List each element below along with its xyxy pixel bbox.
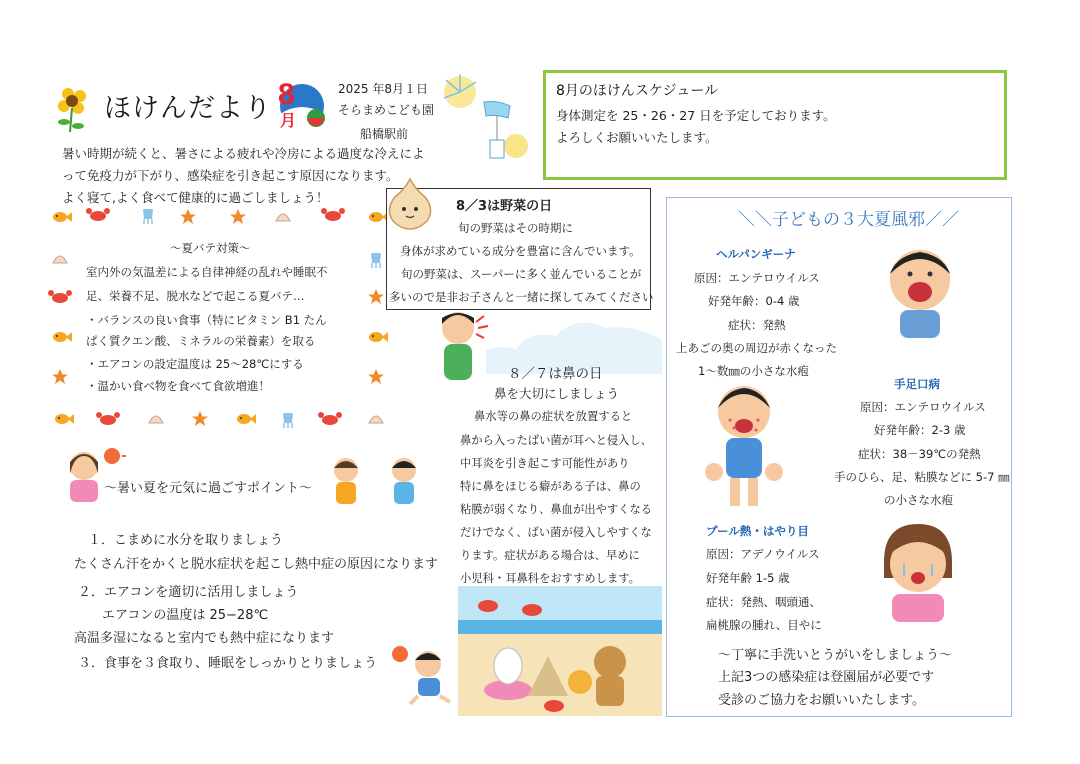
- badge-month: 8: [278, 78, 295, 111]
- hfmd-name: 手足口病: [894, 377, 940, 391]
- intro-line-3: よく寝て,よく食べて健康的に過ごしましょう！: [62, 190, 329, 205]
- nose-day-line-4: 特に鼻をほじる癖がある子は、鼻の: [460, 480, 641, 493]
- pool-fever-symptom: 症状：発熱、咽頭通、: [706, 595, 821, 609]
- summer-fatigue-line-3: ・バランスの良い食事（特にビタミン B1 たん: [86, 313, 327, 327]
- vegetable-day-title: 8／3は野菜の日: [456, 199, 553, 214]
- summer-point-2-detail: エアコンの温度は 25−28℃: [102, 608, 269, 623]
- nose-day-line-6: だけでなく、ばい菌が侵入しやすくな: [460, 526, 652, 539]
- nose-day-subtitle: 鼻を大切にしましょう: [494, 386, 620, 401]
- pool-fever-name: プール熱・はやり目: [706, 524, 809, 538]
- schedule-line-1: 身体測定を 25・26・27 日を予定しております。: [556, 108, 836, 123]
- summer-points-title: ～暑い夏を元気に過ごすポイント～: [104, 481, 313, 496]
- schedule-line-2: よろしくお願いいたします。: [556, 130, 718, 145]
- summer-fatigue-line-1: 室内外の気温差による自律神経の乱れや睡眠不: [86, 265, 328, 279]
- vegetable-day-line-3: 旬の野菜は、スーパーに多く並んでいることが: [401, 267, 642, 281]
- school-branch: 船橋駅前: [360, 127, 409, 141]
- herpangina-name: ヘルパンギーナ: [716, 247, 796, 261]
- summer-point-2-note: 高温多湿になると室内でも熱中症になります: [74, 631, 335, 646]
- summer-fatigue-line-4: ぱく質クエン酸、ミネラルの栄養素）を取る: [86, 334, 316, 348]
- pool-fever-detail: 扁桃腺の腫れ、目やに: [706, 618, 822, 632]
- badge-unit: 月: [280, 111, 297, 130]
- nose-day-line-3: 中耳炎を引き起こす可能性があり: [460, 457, 630, 470]
- ear-pain-boy-illustration: [430, 306, 490, 386]
- nose-day-line-1: 鼻水等の鼻の症状を放置すると: [474, 410, 633, 423]
- summer-cold-title: ＼＼子どもの３大夏風邪／／: [738, 210, 959, 230]
- herpangina-detail-2: 1～数㎜の小さな水疱: [698, 364, 809, 378]
- nose-day-line-7: ります。症状がある場合は、早めに: [460, 549, 640, 562]
- summer-fatigue-line-2: 足、栄養不足、脱水などで起こる夏バテ…: [86, 289, 305, 303]
- nose-day-line-5: 粘膜が弱くなり、鼻血が出やすくなる: [460, 503, 653, 516]
- vegetable-day-line-4: 多いので是非お子さんと一緒に探してみてください: [389, 290, 654, 304]
- sunflower-illustration: [54, 84, 96, 134]
- pool-fever-cause: 原因：アデノウイルス: [706, 547, 820, 561]
- pool-fever-age: 好発年齢 1-5 歳: [706, 571, 790, 585]
- summer-cold-footer-3: 受診のご協力をお願いいたします。: [718, 693, 925, 708]
- summer-fatigue-title: ～夏バテ対策～: [170, 241, 251, 255]
- schedule-title: 8月のほけんスケジュール: [556, 83, 719, 99]
- summer-point-1-detail: たくさん汗をかくと脱水症状を起こし熱中症の原因になります: [74, 557, 439, 572]
- summer-cold-footer-1: ～丁寧に手洗いとうがいをしましょう～: [718, 648, 953, 663]
- summer-cold-footer-2: 上記3つの感染症は登園届が必要です: [718, 670, 935, 685]
- herpangina-detail-1: 上あごの奥の周辺が赤くなった: [676, 341, 837, 355]
- summer-point-1: １．こまめに水分を取りましょう: [88, 533, 284, 548]
- herpangina-cause: 原因：エンテロウイルス: [694, 271, 820, 285]
- intro-line-2: って免疫力が下がり、感染症を引き起こす原因になります。: [62, 168, 399, 183]
- hfmd-detail-2: の小さな水疱: [884, 493, 953, 507]
- summer-fatigue-line-6: ・温かい食べ物を食べて食欲増進！: [86, 379, 270, 393]
- nose-day-title: ８／７は鼻の日: [508, 366, 603, 382]
- herpangina-age: 好発年齢：0-4 歳: [708, 294, 800, 308]
- page-title: ほけんだより: [104, 93, 272, 124]
- school-name: そらまめこども園: [338, 103, 435, 117]
- vegetable-day-line-1: 旬の野菜はその時期に: [458, 221, 573, 235]
- summer-fatigue-line-5: ・エアコンの設定温度は 25～28℃にする: [86, 357, 304, 371]
- hot-boy-illustration: [388, 642, 456, 706]
- nose-day-line-8: 小児科・耳鼻科をおすすめします。: [460, 572, 640, 585]
- vegetable-day-line-2: 身体が求めている成分を豊富に含んでいます。: [400, 244, 641, 258]
- wind-chime-illustration: [440, 72, 530, 162]
- month-badge: [272, 78, 330, 136]
- running-kids-illustration: [322, 454, 438, 518]
- hfmd-cause: 原因：エンテロウイルス: [860, 400, 986, 414]
- summer-point-2: ２．エアコンを適切に活用しましょう: [78, 585, 299, 600]
- issue-date: 2025 年8月１日: [338, 82, 428, 96]
- hfmd-age: 好発年齢：2-3 歳: [874, 423, 966, 437]
- nose-day-line-2: 鼻から入ったばい菌が耳へと侵入し、: [460, 434, 653, 447]
- intro-line-1: 暑い時期が続くと、暑さによる疲れや冷房による過度な冷えによ: [62, 146, 425, 161]
- crying-girl-illustration: [870, 518, 966, 622]
- sore-throat-boy-illustration: [880, 240, 962, 338]
- beach-illustration: [458, 586, 662, 716]
- onion-illustration: [385, 175, 435, 231]
- summer-point-3: ３．食事を３食取り、睡眠をしっかりとりましょう: [78, 656, 378, 671]
- hfmd-boy-illustration: [702, 380, 786, 510]
- hfmd-symptom: 症状：38－39℃の発熱: [858, 447, 981, 461]
- herpangina-symptom: 症状：発熱: [728, 318, 786, 332]
- hfmd-detail-1: 手のひら、足、粘膜などに 5-7 ㎜: [834, 470, 1010, 484]
